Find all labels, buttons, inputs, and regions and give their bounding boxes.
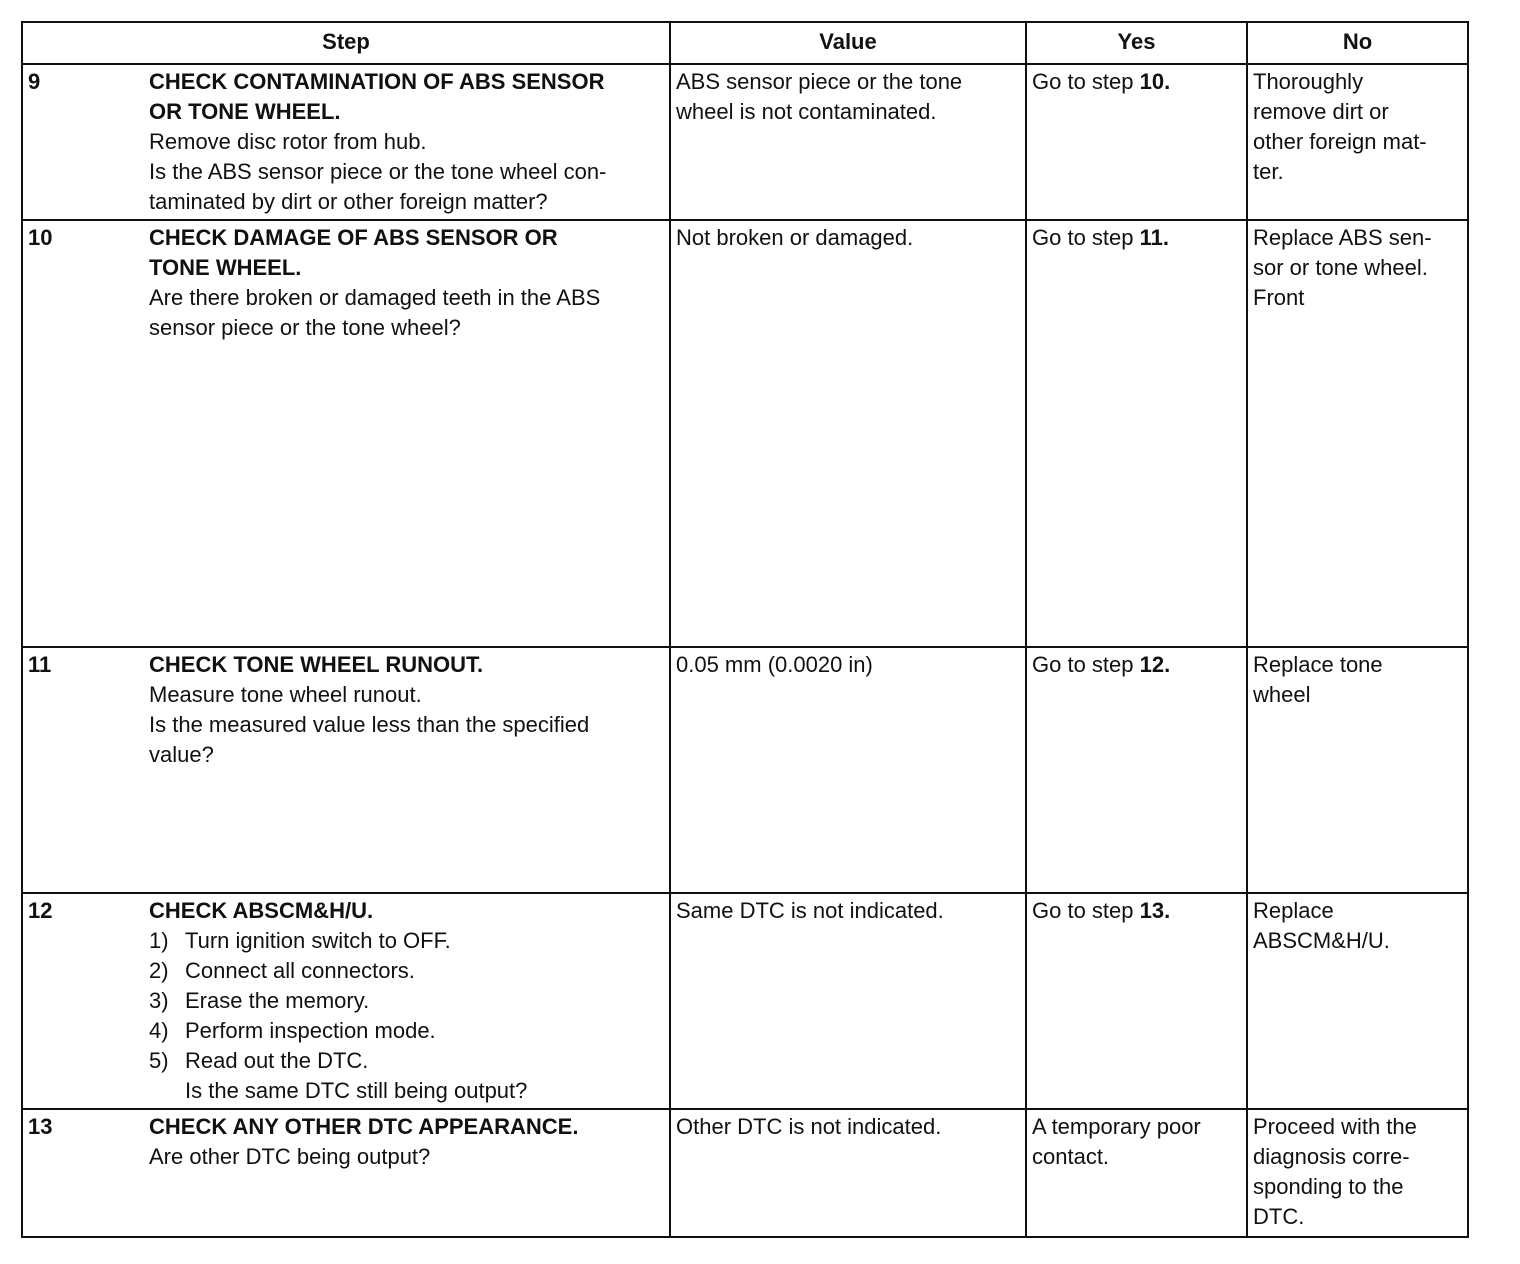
header-value: Value — [670, 22, 1026, 64]
step-number: 13 — [28, 1114, 53, 1139]
procedure-item — [149, 926, 665, 956]
yes-step-ref: 11. — [1139, 225, 1169, 250]
procedure-list — [149, 926, 665, 1076]
procedure-text: Perform inspection mode. — [185, 1018, 436, 1043]
step-body — [141, 894, 669, 1108]
step-cell — [22, 64, 670, 220]
step-title: CHECK ABSCM&H/U. — [149, 898, 374, 923]
yes-text: Go to step — [1032, 898, 1140, 923]
table-row-step-9 — [22, 64, 1468, 220]
step-body — [141, 648, 669, 772]
step-title: OR TONE WHEEL. — [149, 99, 341, 124]
step-text: Is the ABS sensor piece or the tone wheel con- — [149, 159, 607, 184]
yes-step-ref: 13. — [1139, 898, 1171, 923]
step-number: 9 — [28, 69, 41, 94]
no-text: DTC. — [1253, 1204, 1305, 1229]
yes-step-ref: 12. — [1139, 652, 1171, 677]
step-text: Are other DTC being output? — [149, 1144, 431, 1169]
yes-text: Go to step — [1032, 69, 1140, 94]
step-cell — [22, 1109, 670, 1237]
header-step: Step — [22, 22, 670, 64]
no-cell — [1247, 893, 1468, 1109]
procedure-text: Turn ignition switch to OFF. — [185, 928, 451, 953]
yes-step-ref: 10. — [1139, 69, 1171, 94]
step-text: Is the measured value less than the specified — [149, 712, 590, 737]
step-cell — [22, 220, 670, 647]
table-row-step-13 — [22, 1109, 1468, 1237]
value-cell: ABS sensor piece or the tone wheel is not contaminated. — [670, 64, 1026, 220]
procedure-number: 3) — [149, 988, 169, 1013]
no-cell — [1247, 647, 1468, 893]
header-yes: Yes — [1026, 22, 1247, 64]
step-title: TONE WHEEL. — [149, 255, 302, 280]
procedure-text: Erase the memory. — [185, 988, 370, 1013]
value-cell: 0.05 mm (0.0020 in) — [670, 647, 1026, 893]
yes-cell — [1026, 64, 1247, 220]
yes-cell — [1026, 893, 1247, 1109]
step-text: taminated by dirt or other foreign matter? — [149, 189, 548, 214]
no-text: other foreign mat- — [1253, 129, 1427, 154]
step-text: sensor piece or the tone wheel? — [149, 315, 461, 340]
procedure-number: 1) — [149, 928, 169, 953]
no-text: diagnosis corre- — [1253, 1144, 1410, 1169]
step-text: Measure tone wheel runout. — [149, 682, 422, 707]
diagnostic-table — [21, 21, 1469, 1238]
step-text: Remove disc rotor from hub. — [149, 129, 427, 154]
no-text: Replace ABS sen- — [1253, 225, 1432, 250]
value-cell: Other DTC is not indicated. — [670, 1109, 1026, 1237]
yes-text: Go to step — [1032, 225, 1140, 250]
step-body — [141, 1110, 669, 1174]
no-text: Replace tone — [1253, 652, 1383, 677]
procedure-item — [149, 986, 665, 1016]
step-number: 10 — [28, 225, 53, 250]
procedure-item — [149, 1046, 665, 1076]
procedure-number: 2) — [149, 958, 169, 983]
step-number: 11 — [28, 652, 52, 677]
value-cell: Not broken or damaged. — [670, 220, 1026, 647]
step-question: Is the same DTC still being output? — [185, 1078, 528, 1103]
no-text: ABSCM&H/U. — [1253, 928, 1390, 953]
procedure-number: 5) — [149, 1048, 169, 1073]
no-text: remove dirt or — [1253, 99, 1389, 124]
no-text: Thoroughly — [1253, 69, 1364, 94]
step-title: CHECK DAMAGE OF ABS SENSOR OR — [149, 225, 558, 250]
procedure-text: Read out the DTC. — [185, 1048, 369, 1073]
no-cell — [1247, 64, 1468, 220]
step-title: CHECK CONTAMINATION OF ABS SENSOR — [149, 69, 605, 94]
no-text: sor or tone wheel. — [1253, 255, 1428, 280]
yes-text: A temporary poor — [1032, 1114, 1201, 1139]
diagnostic-table-container — [21, 21, 1467, 1238]
yes-cell — [1026, 1109, 1247, 1237]
yes-cell — [1026, 647, 1247, 893]
step-title: CHECK ANY OTHER DTC APPEARANCE. — [149, 1114, 579, 1139]
step-body — [141, 221, 669, 345]
step-cell — [22, 647, 670, 893]
no-text: wheel — [1253, 682, 1311, 707]
no-text: Replace — [1253, 898, 1334, 923]
no-cell — [1247, 220, 1468, 647]
table-row-step-11 — [22, 647, 1468, 893]
no-cell — [1247, 1109, 1468, 1237]
step-text: value? — [149, 742, 214, 767]
table-header-row — [22, 22, 1468, 64]
value-cell: Same DTC is not indicated. — [670, 893, 1026, 1109]
no-text: Front — [1253, 285, 1305, 310]
table-row-step-10 — [22, 220, 1468, 647]
step-text: Are there broken or damaged teeth in the ABS — [149, 285, 601, 310]
table-row-step-12 — [22, 893, 1468, 1109]
yes-text: contact. — [1032, 1144, 1110, 1169]
step-title: CHECK TONE WHEEL RUNOUT. — [149, 652, 484, 677]
no-text: sponding to the — [1253, 1174, 1404, 1199]
procedure-item — [149, 956, 665, 986]
procedure-number: 4) — [149, 1018, 169, 1043]
no-text: ter. — [1253, 159, 1284, 184]
no-text: Proceed with the — [1253, 1114, 1417, 1139]
procedure-item — [149, 1016, 665, 1046]
step-number: 12 — [28, 898, 53, 923]
yes-text: Go to step — [1032, 652, 1140, 677]
step-cell — [22, 893, 670, 1109]
header-no: No — [1247, 22, 1468, 64]
procedure-text: Connect all connectors. — [185, 958, 415, 983]
step-body — [141, 65, 669, 219]
yes-cell — [1026, 220, 1247, 647]
